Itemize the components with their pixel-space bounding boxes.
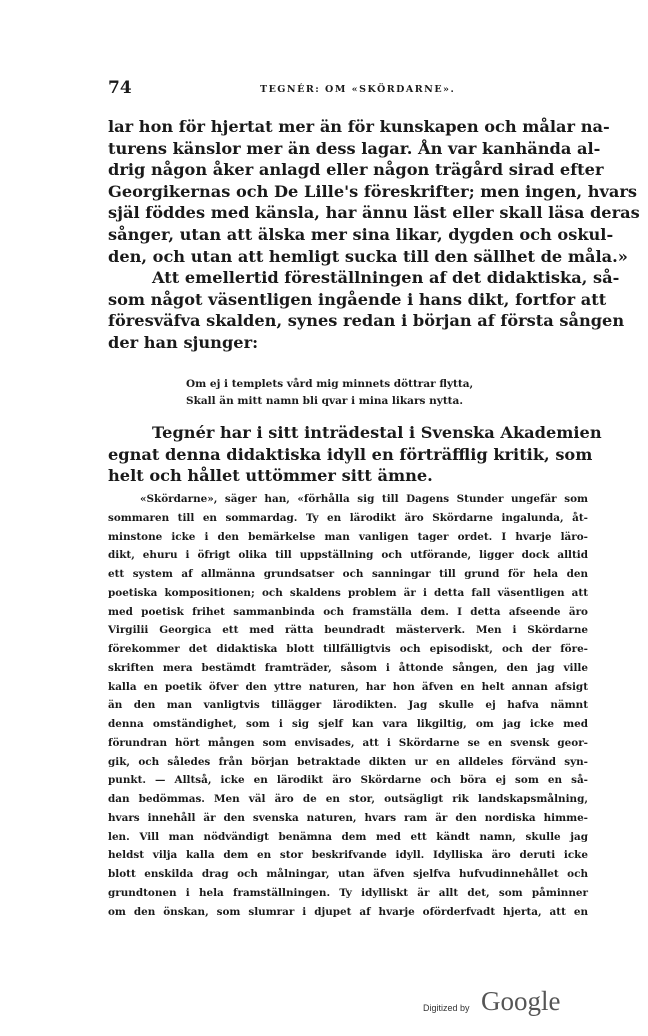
- footnote-line: än den man vanligtvis tillägger lärodikten. Jag skulle ej hafva nämnt: [108, 699, 588, 712]
- text-line: egnat denna didaktiska idyll en förträfflig kritik, som: [108, 444, 593, 464]
- verse-line: Skall än mitt namn bli qvar i mina likars nytta.: [186, 395, 463, 407]
- footnote-line: kalla en poetik öfver den yttre naturen, har hon äfven en helt annan afsigt: [108, 680, 588, 693]
- footnote-line: len. Vill man nödvändigt benämna dem med ett kändt namn, skulle jag: [108, 830, 588, 843]
- running-head: TEGNÉR: OM «SKÖRDARNE».: [260, 84, 456, 95]
- main-text-top: [108, 116, 640, 354]
- footnote-line: förundran hört mången som envisades, att i Skördarne se en svensk geor-: [108, 736, 588, 749]
- digitized-watermark: [423, 986, 573, 1020]
- text-line: sånger, utan att älska mer sina likar, dygden och oskul-: [108, 224, 614, 244]
- footnote-line: «Skördarne», säger han, «förhålla sig till Dagens Stunder ungefär som: [140, 493, 588, 505]
- footnote-line: Virgilii Georgica ett med rätta beundradt mästerverk. Men i Skördarne: [108, 624, 588, 637]
- text-line: lar hon för hjertat mer än för kunskapen och målar na-: [108, 117, 610, 136]
- text-line: den, och utan att hemligt sucka till den sällhet de måla.»: [108, 246, 628, 266]
- page-header: [108, 78, 588, 102]
- footnote-line: dikt, ehuru i öfrigt olika till uppställning och utförande, ligger dock alltid: [108, 549, 588, 562]
- footnote-block: [108, 490, 588, 921]
- text-line: föresväfva skalden, synes redan i början af första sången: [108, 311, 625, 331]
- footnote-line: sommaren till en sommardag. Ty en lärodikt äro Skördarne ingalunda, åt-: [108, 511, 588, 524]
- footnote-line: dan bedömmas. Men väl äro de en stor, outsägligt rik landskapsmålning,: [108, 793, 588, 805]
- watermark-prefix: Digitized by: [423, 1003, 470, 1013]
- footnote-line: heldst vilja kalla dem en stor beskrifvande idyll. Idylliska äro deruti icke: [108, 849, 588, 862]
- footnote-line: punkt. — Alltså, icke en lärodikt äro Skördarne och böra ej som en så-: [108, 774, 588, 787]
- footnote-line: ett system af allmänna grundsatser och sanningar till grund för hela den: [108, 568, 588, 580]
- footnote-line: om den önskan, som slumrar i djupet af hvarje oförderfvadt hjerta, att en: [108, 905, 588, 918]
- text-line: själ föddes med känsla, har ännu läst eller skall läsa deras: [108, 203, 640, 223]
- text-line: Georgikernas och De Lille's föreskrifter; men ingen, hvars: [108, 181, 638, 201]
- verse-line: Om ej i templets vård mig minnets döttrar flytta,: [186, 378, 474, 390]
- verse-quote: [186, 376, 546, 410]
- footnote-line: minstone icke i den bemärkelse man vanligen tager ordet. I hvarje läro-: [108, 530, 588, 543]
- footnote-line: poetiska kompositionen; och skaldens problem är i detta fall väsentligen att: [108, 586, 588, 599]
- main-text-bottom: [108, 422, 602, 487]
- footnote-line: grundtonen i hela framställningen. Ty idylliskt är allt det, som påminner: [108, 886, 588, 899]
- footnote-line: denna omständighet, som i sig sjelf kan vara likgiltig, om jag icke med: [108, 718, 588, 730]
- text-line: Att emellertid föreställningen af det didaktiska, så-: [152, 268, 620, 288]
- text-line: helt och hållet uttömmer sitt ämne.: [108, 466, 433, 486]
- footnote-line: hvars innehåll är den svenska naturen, hvars ram är den nordiska himme-: [108, 811, 588, 824]
- text-line: turens känslor mer än dess lagar. Ån var kanhända al-: [108, 138, 601, 158]
- text-line: drig någon åker anlagd eller någon trägård sirad efter: [108, 160, 604, 180]
- footnote-line: med poetisk frihet sammanbinda och framställa dem. I detta afseende äro: [108, 605, 588, 618]
- text-line: Tegnér har i sitt inträdestal i Svenska Akademien: [152, 423, 602, 442]
- footnote-line: skriften mera bestämdt framträder, såsom i åttonde sången, den jag ville: [108, 661, 588, 674]
- text-line: der han sjunger:: [108, 332, 259, 352]
- page-number: 74: [108, 78, 132, 98]
- footnote-line: gik, och således från början betraktade dikten ur en alldeles förvänd syn-: [108, 755, 588, 768]
- footnote-line: blott enskilda drag och målningar, utan äfven sjelfva hufvudinnehållet och: [108, 868, 588, 880]
- text-line: som något väsentligen ingående i hans dikt, fortfor att: [108, 289, 607, 309]
- google-logo: Google: [481, 986, 561, 1016]
- footnote-line: förekommer det didaktiska blott tillfälligtvis och episodiskt, och der före-: [108, 643, 588, 655]
